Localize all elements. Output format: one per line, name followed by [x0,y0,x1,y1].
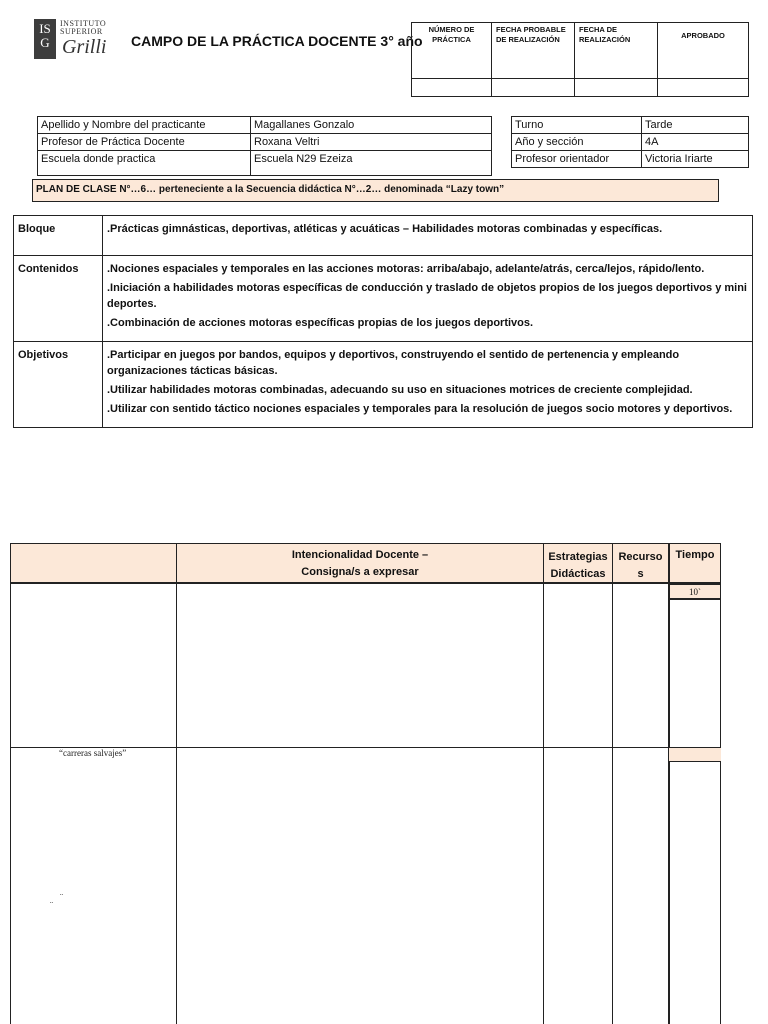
section-content: .Nociones espaciales y temporales en las acciones motoras: arriba/abajo, adelante/atrás, cerca/lejos, rápido/lento. .Iniciación a habilidades motoras específicas de conducción y traslado de objetos propios de los juegos deportivos y mini deportes. .Combinación de acciones motoras específicas propias de los juegos deportivos. [103,256,753,342]
info-value: Victoria Iriarte [642,151,749,168]
info-value: Escuela N29 Ezeiza [251,151,492,176]
practice-number-value[interactable] [412,79,492,97]
info-label: Profesor de Práctica Docente [38,134,251,151]
probable-date-value[interactable] [492,79,575,97]
approved-header: APROBADO [658,23,749,79]
resources-header: Recurso s [618,551,663,580]
row2-time-value [669,748,721,762]
section-label: Contenidos [14,256,103,342]
section-label: Bloque [14,216,103,256]
activity-name: “carreras salvajes” [59,748,127,758]
info-value: Roxana Veltri [251,134,492,151]
plan-title-bar: PLAN DE CLASE N°…6… perteneciente a la Secuencia didáctica N°…2… denominada “Lazy town” [32,179,719,202]
section-content: .Prácticas gimnásticas, deportivas, atléticas y acuáticas – Habilidades motoras combinadas y específicas. [103,216,753,256]
info-value: Magallanes Gonzalo [251,117,492,134]
info-label: Profesor orientador [512,151,642,168]
info-label: Apellido y Nombre del practicante [38,117,251,134]
content-table [13,215,753,428]
institute-logo [34,19,56,59]
note-mark: ¨ [50,900,53,910]
page-title: CAMPO DE LA PRÁCTICA DOCENTE 3° año [131,33,423,49]
logo-name: Grilli [62,36,107,58]
time-header: Tiempo [675,549,715,561]
note-mark: ¨ [60,892,63,902]
practice-number-header: NÚMERO DE PRÁCTICA [412,23,492,79]
info-value: Tarde [642,117,749,134]
approved-value[interactable] [658,79,749,97]
info-label: Año y sección [512,134,642,151]
strategies-header: Estrategias Didácticas [548,551,608,580]
student-info-table [37,116,492,176]
intent-header: Intencionalidad Docente – Consigna/s a expresar [291,549,429,578]
school-info-table [511,116,749,168]
info-label: Escuela donde practica [38,151,251,176]
info-value: 4A [642,134,749,151]
row1-time-value: 10` [669,584,721,600]
info-label: Turno [512,117,642,134]
logo-institute-text: INSTITUTO SUPERIOR [60,19,107,36]
realization-date-header: FECHA DE REALIZACIÓN [575,23,658,79]
realization-date-value[interactable] [575,79,658,97]
probable-date-header: FECHA PROBABLE DE REALIZACIÓN [492,23,575,79]
logo-initials: IS G [39,21,51,50]
section-label: Objetivos [14,342,103,428]
section-content: .Participar en juegos por bandos, equipos y deportivos, construyendo el sentido de pertenencia y empleando organizaciones tácticas básicas. .Utilizar habilidades motoras combinadas, adecuando su uso en situaciones motrices de creciente complejidad. .Utilizar con sentido táctico nociones espaciales y temporales para la resolución de juegos socio motores y deportivos. [103,342,753,428]
practice-table [411,22,749,97]
